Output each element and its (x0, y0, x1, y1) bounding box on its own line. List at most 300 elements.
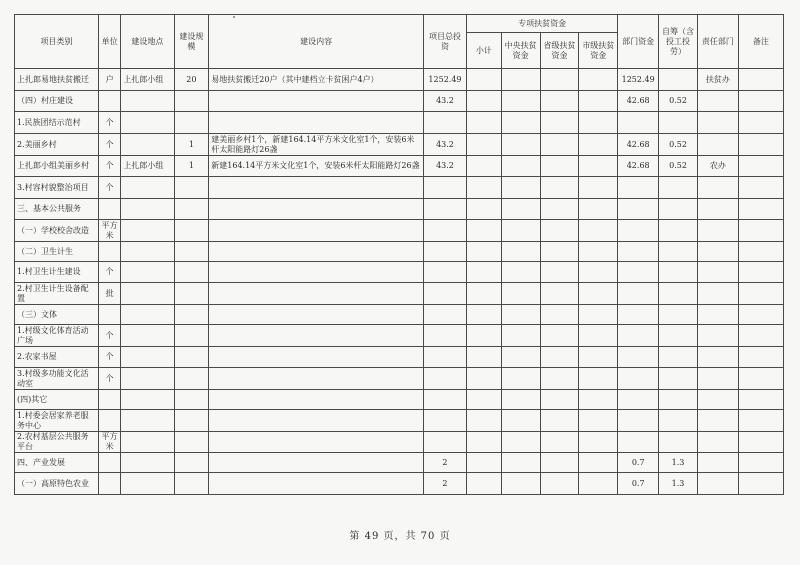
cell-self-raised (659, 432, 698, 453)
cell-remarks (738, 112, 783, 134)
cell-self-raised: 0.52 (659, 91, 698, 112)
cell-scale (174, 347, 209, 368)
cell-responsible (697, 368, 738, 390)
cell-central (501, 453, 540, 473)
cell-total: 1252.49 (424, 69, 467, 91)
cell-remarks (738, 134, 783, 156)
cell-total (424, 305, 467, 325)
cell-provincial (540, 199, 579, 220)
cell-provincial (540, 368, 579, 390)
cell-dept (618, 199, 659, 220)
cell-content: 易地扶贫搬迁20户（其中建档立卡贫困户4户） (209, 69, 424, 91)
cell-location (121, 242, 174, 262)
cell-central (501, 325, 540, 347)
cell-location (121, 305, 174, 325)
cell-responsible (697, 177, 738, 199)
cell-total: 43.2 (424, 156, 467, 177)
cell-dept (618, 242, 659, 262)
cell-scale (174, 262, 209, 283)
header-category: 项目类别 (15, 15, 99, 69)
cell-dept (618, 177, 659, 199)
cell-total (424, 242, 467, 262)
cell-unit (98, 453, 120, 473)
cell-category: 三、基本公共服务 (15, 199, 99, 220)
cell-total: 43.2 (424, 91, 467, 112)
cell-subtotal (466, 134, 501, 156)
cell-provincial (540, 473, 579, 495)
cell-dept: 1252.49 (618, 69, 659, 91)
cell-remarks (738, 473, 783, 495)
cell-provincial (540, 134, 579, 156)
cell-content (209, 177, 424, 199)
cell-scale (174, 283, 209, 305)
header-content: 建设内容 (209, 15, 424, 69)
cell-provincial (540, 262, 579, 283)
cell-subtotal (466, 325, 501, 347)
cell-central (501, 69, 540, 91)
cell-scale (174, 242, 209, 262)
cell-provincial (540, 347, 579, 368)
cell-city (579, 199, 618, 220)
cell-content (209, 325, 424, 347)
cell-category: 2.村卫生计生设备配置 (15, 283, 99, 305)
cell-subtotal (466, 368, 501, 390)
cell-category: （一）学校校舍改造 (15, 220, 99, 242)
cell-category: （四）村庄建设 (15, 91, 99, 112)
cell-self-raised (659, 368, 698, 390)
cell-content (209, 453, 424, 473)
cell-central (501, 473, 540, 495)
cell-scale (174, 473, 209, 495)
header-scale: 建设规模 (174, 15, 209, 69)
cell-unit: 个 (98, 177, 120, 199)
cell-responsible (697, 220, 738, 242)
table-row (15, 473, 784, 495)
cell-city (579, 410, 618, 432)
cell-remarks (738, 220, 783, 242)
cell-category: （三）文体 (15, 305, 99, 325)
cell-responsible (697, 453, 738, 473)
cell-unit (98, 410, 120, 432)
table-row (15, 177, 784, 199)
cell-central (501, 177, 540, 199)
cell-unit (98, 199, 120, 220)
header-subtotal: 小计 (466, 33, 501, 69)
cell-self-raised: 1.3 (659, 453, 698, 473)
cell-dept (618, 325, 659, 347)
table-row (15, 262, 784, 283)
cell-total (424, 390, 467, 410)
cell-city (579, 432, 618, 453)
cell-central (501, 305, 540, 325)
cell-scale (174, 325, 209, 347)
cell-scale (174, 220, 209, 242)
cell-city (579, 91, 618, 112)
cell-category: 上扎郎小组美丽乡村 (15, 156, 99, 177)
cell-content (209, 432, 424, 453)
cell-scale (174, 453, 209, 473)
cell-category: 1.村级文化体育活动广场 (15, 325, 99, 347)
cell-dept (618, 347, 659, 368)
cell-content (209, 112, 424, 134)
cell-location (121, 453, 174, 473)
cell-unit (98, 473, 120, 495)
cell-location (121, 177, 174, 199)
cell-provincial (540, 220, 579, 242)
cell-provincial (540, 410, 579, 432)
cell-city (579, 347, 618, 368)
cell-subtotal (466, 220, 501, 242)
cell-central (501, 432, 540, 453)
cell-responsible (697, 199, 738, 220)
cell-location (121, 325, 174, 347)
cell-responsible (697, 305, 738, 325)
table-row (15, 283, 784, 305)
cell-total (424, 199, 467, 220)
cell-self-raised (659, 177, 698, 199)
cell-remarks (738, 199, 783, 220)
cell-dept (618, 432, 659, 453)
cell-unit: 个 (98, 368, 120, 390)
cell-provincial (540, 325, 579, 347)
cell-scale: 1 (174, 156, 209, 177)
cell-provincial (540, 305, 579, 325)
cell-content (209, 305, 424, 325)
cell-responsible (697, 325, 738, 347)
cell-remarks (738, 262, 783, 283)
cell-dept (618, 262, 659, 283)
cell-responsible (697, 91, 738, 112)
cell-responsible (697, 112, 738, 134)
cell-responsible: 扶贫办 (697, 69, 738, 91)
cell-subtotal (466, 453, 501, 473)
cell-unit: 个 (98, 262, 120, 283)
cell-dept: 42.68 (618, 156, 659, 177)
cell-responsible (697, 262, 738, 283)
cell-responsible (697, 134, 738, 156)
cell-responsible (697, 410, 738, 432)
cell-provincial (540, 453, 579, 473)
cell-scale: 1 (174, 134, 209, 156)
header-self-raised: 自筹（含投工投劳） (659, 15, 698, 69)
cell-subtotal (466, 410, 501, 432)
cell-remarks (738, 156, 783, 177)
cell-location (121, 134, 174, 156)
cell-location (121, 283, 174, 305)
table-row (15, 134, 784, 156)
cell-unit: 个 (98, 325, 120, 347)
cell-unit: 平方米 (98, 220, 120, 242)
cell-subtotal (466, 156, 501, 177)
cell-central (501, 347, 540, 368)
cell-responsible (697, 347, 738, 368)
table-row (15, 390, 784, 410)
table-row (15, 91, 784, 112)
cell-city (579, 325, 618, 347)
cell-central (501, 91, 540, 112)
cell-subtotal (466, 283, 501, 305)
project-table (14, 14, 784, 495)
cell-subtotal (466, 347, 501, 368)
cell-remarks (738, 305, 783, 325)
cell-remarks (738, 91, 783, 112)
cell-scale (174, 177, 209, 199)
cell-total (424, 325, 467, 347)
cell-category: 四、产业发展 (15, 453, 99, 473)
cell-category: 上扎郎易地扶贫搬迁 (15, 69, 99, 91)
cell-subtotal (466, 242, 501, 262)
cell-self-raised (659, 242, 698, 262)
cell-provincial (540, 112, 579, 134)
cell-content: 建美丽乡村1个，新建164.14平方米文化室1个，安装6米杆太阳能路灯26盏 (209, 134, 424, 156)
cell-location (121, 91, 174, 112)
cell-central (501, 156, 540, 177)
cell-self-raised (659, 347, 698, 368)
cell-remarks (738, 410, 783, 432)
cell-total (424, 368, 467, 390)
table-row (15, 220, 784, 242)
cell-category: 2.农家书屋 (15, 347, 99, 368)
cell-location (121, 473, 174, 495)
cell-category: (四)其它 (15, 390, 99, 410)
cell-location (121, 368, 174, 390)
cell-city (579, 69, 618, 91)
cell-city (579, 156, 618, 177)
cell-city (579, 220, 618, 242)
project-table-sheet (14, 14, 784, 495)
cell-provincial (540, 91, 579, 112)
cell-remarks (738, 368, 783, 390)
cell-category: 2.美丽乡村 (15, 134, 99, 156)
cell-category: 3.村容村貌整治项目 (15, 177, 99, 199)
header-provincial: 省级扶贫资金 (540, 33, 579, 69)
cell-dept (618, 112, 659, 134)
cell-unit: 个 (98, 112, 120, 134)
cell-central (501, 112, 540, 134)
cell-location (121, 347, 174, 368)
cell-self-raised (659, 199, 698, 220)
cell-remarks (738, 390, 783, 410)
cell-city (579, 473, 618, 495)
cell-remarks (738, 69, 783, 91)
table-row (15, 347, 784, 368)
header-unit: 单位 (98, 15, 120, 69)
cell-total (424, 262, 467, 283)
cell-dept (618, 368, 659, 390)
cell-self-raised: 0.52 (659, 134, 698, 156)
cell-unit: 平方米 (98, 432, 120, 453)
cell-responsible (697, 473, 738, 495)
cell-location: 上扎郎小组 (121, 156, 174, 177)
cell-content (209, 347, 424, 368)
cell-total (424, 347, 467, 368)
cell-total (424, 283, 467, 305)
cell-location (121, 220, 174, 242)
cell-total: 2 (424, 473, 467, 495)
cell-content (209, 220, 424, 242)
cell-responsible (697, 283, 738, 305)
table-row (15, 69, 784, 91)
cell-self-raised (659, 283, 698, 305)
cell-central (501, 390, 540, 410)
cell-dept (618, 283, 659, 305)
cell-dept: 42.68 (618, 134, 659, 156)
table-row (15, 242, 784, 262)
cell-central (501, 283, 540, 305)
cell-subtotal (466, 262, 501, 283)
cell-city (579, 453, 618, 473)
cell-provincial (540, 390, 579, 410)
cell-unit (98, 91, 120, 112)
cell-responsible (697, 432, 738, 453)
cell-total (424, 177, 467, 199)
cell-subtotal (466, 177, 501, 199)
cell-self-raised (659, 220, 698, 242)
cell-content (209, 390, 424, 410)
header-dept: 部门资金 (618, 15, 659, 69)
cell-central (501, 262, 540, 283)
cell-content (209, 410, 424, 432)
cell-central (501, 134, 540, 156)
cell-unit: 户 (98, 69, 120, 91)
cell-category: 1.村卫生计生建设 (15, 262, 99, 283)
cell-remarks (738, 325, 783, 347)
cell-unit: 批 (98, 283, 120, 305)
table-row (15, 199, 784, 220)
cell-location (121, 262, 174, 283)
cell-city (579, 262, 618, 283)
cell-unit (98, 242, 120, 262)
cell-responsible: 农办 (697, 156, 738, 177)
cell-self-raised (659, 390, 698, 410)
header-city: 市级扶贫资金 (579, 33, 618, 69)
cell-city (579, 134, 618, 156)
cell-subtotal (466, 390, 501, 410)
header-row-1 (15, 15, 784, 33)
cell-city (579, 112, 618, 134)
cell-category: 1.村委会居家养老服务中心 (15, 410, 99, 432)
cell-unit: 个 (98, 156, 120, 177)
table-row (15, 453, 784, 473)
cell-subtotal (466, 473, 501, 495)
cell-remarks (738, 453, 783, 473)
page-number: 第 49 页，共 70 页 (349, 531, 451, 542)
cell-subtotal (466, 69, 501, 91)
cell-content (209, 262, 424, 283)
cell-remarks (738, 177, 783, 199)
cell-scale (174, 410, 209, 432)
cell-unit: 个 (98, 347, 120, 368)
cell-content (209, 199, 424, 220)
cell-scale (174, 305, 209, 325)
cell-total: 43.2 (424, 134, 467, 156)
cell-provincial (540, 242, 579, 262)
cell-total (424, 220, 467, 242)
cell-subtotal (466, 91, 501, 112)
cell-central (501, 410, 540, 432)
cell-content (209, 283, 424, 305)
cell-total (424, 112, 467, 134)
cell-remarks (738, 432, 783, 453)
cell-self-raised (659, 69, 698, 91)
cell-provincial (540, 177, 579, 199)
cell-subtotal (466, 199, 501, 220)
table-row (15, 156, 784, 177)
cell-self-raised (659, 325, 698, 347)
header-total: 项目总投资 (424, 15, 467, 69)
cell-self-raised (659, 112, 698, 134)
cell-category: 3.村级多功能文化活动室 (15, 368, 99, 390)
header-central: 中央扶贫资金 (501, 33, 540, 69)
cell-self-raised: 1.3 (659, 473, 698, 495)
cell-total: 2 (424, 453, 467, 473)
cell-city (579, 390, 618, 410)
cell-location: 上扎郎小组 (121, 69, 174, 91)
cell-central (501, 199, 540, 220)
cell-scale: 20 (174, 69, 209, 91)
cell-dept (618, 390, 659, 410)
cell-central (501, 242, 540, 262)
cell-scale (174, 432, 209, 453)
cell-dept: 0.7 (618, 453, 659, 473)
cell-scale (174, 199, 209, 220)
cell-self-raised (659, 410, 698, 432)
cell-scale (174, 91, 209, 112)
cell-content (209, 242, 424, 262)
cell-dept: 42.68 (618, 91, 659, 112)
cell-responsible (697, 390, 738, 410)
table-body (15, 69, 784, 495)
cell-category: （二）卫生计生 (15, 242, 99, 262)
cell-responsible (697, 242, 738, 262)
header-location: 建设地点 (121, 15, 174, 69)
table-row (15, 368, 784, 390)
cell-content (209, 91, 424, 112)
header-responsible: 责任部门 (697, 15, 738, 69)
cell-category: （一）高原特色农业 (15, 473, 99, 495)
cell-city (579, 242, 618, 262)
cell-self-raised: 0.52 (659, 156, 698, 177)
cell-location (121, 432, 174, 453)
cell-subtotal (466, 305, 501, 325)
cell-subtotal (466, 432, 501, 453)
cell-self-raised (659, 305, 698, 325)
cell-city (579, 177, 618, 199)
cell-provincial (540, 69, 579, 91)
cell-dept (618, 305, 659, 325)
header-remarks: 备注 (738, 15, 783, 69)
header-special-fund: 专项扶贫资金 (466, 15, 617, 33)
cell-content (209, 473, 424, 495)
cell-location (121, 199, 174, 220)
cell-location (121, 410, 174, 432)
cell-provincial (540, 283, 579, 305)
cell-content (209, 368, 424, 390)
cell-dept (618, 220, 659, 242)
cell-dept (618, 410, 659, 432)
cell-subtotal (466, 112, 501, 134)
cell-city (579, 283, 618, 305)
cell-unit (98, 305, 120, 325)
table-row (15, 410, 784, 432)
cell-scale (174, 112, 209, 134)
cell-category: 1.民族团结示范村 (15, 112, 99, 134)
cell-scale (174, 368, 209, 390)
cell-city (579, 368, 618, 390)
cell-remarks (738, 242, 783, 262)
cell-location (121, 390, 174, 410)
cell-category: 2.农村基层公共服务平台 (15, 432, 99, 453)
